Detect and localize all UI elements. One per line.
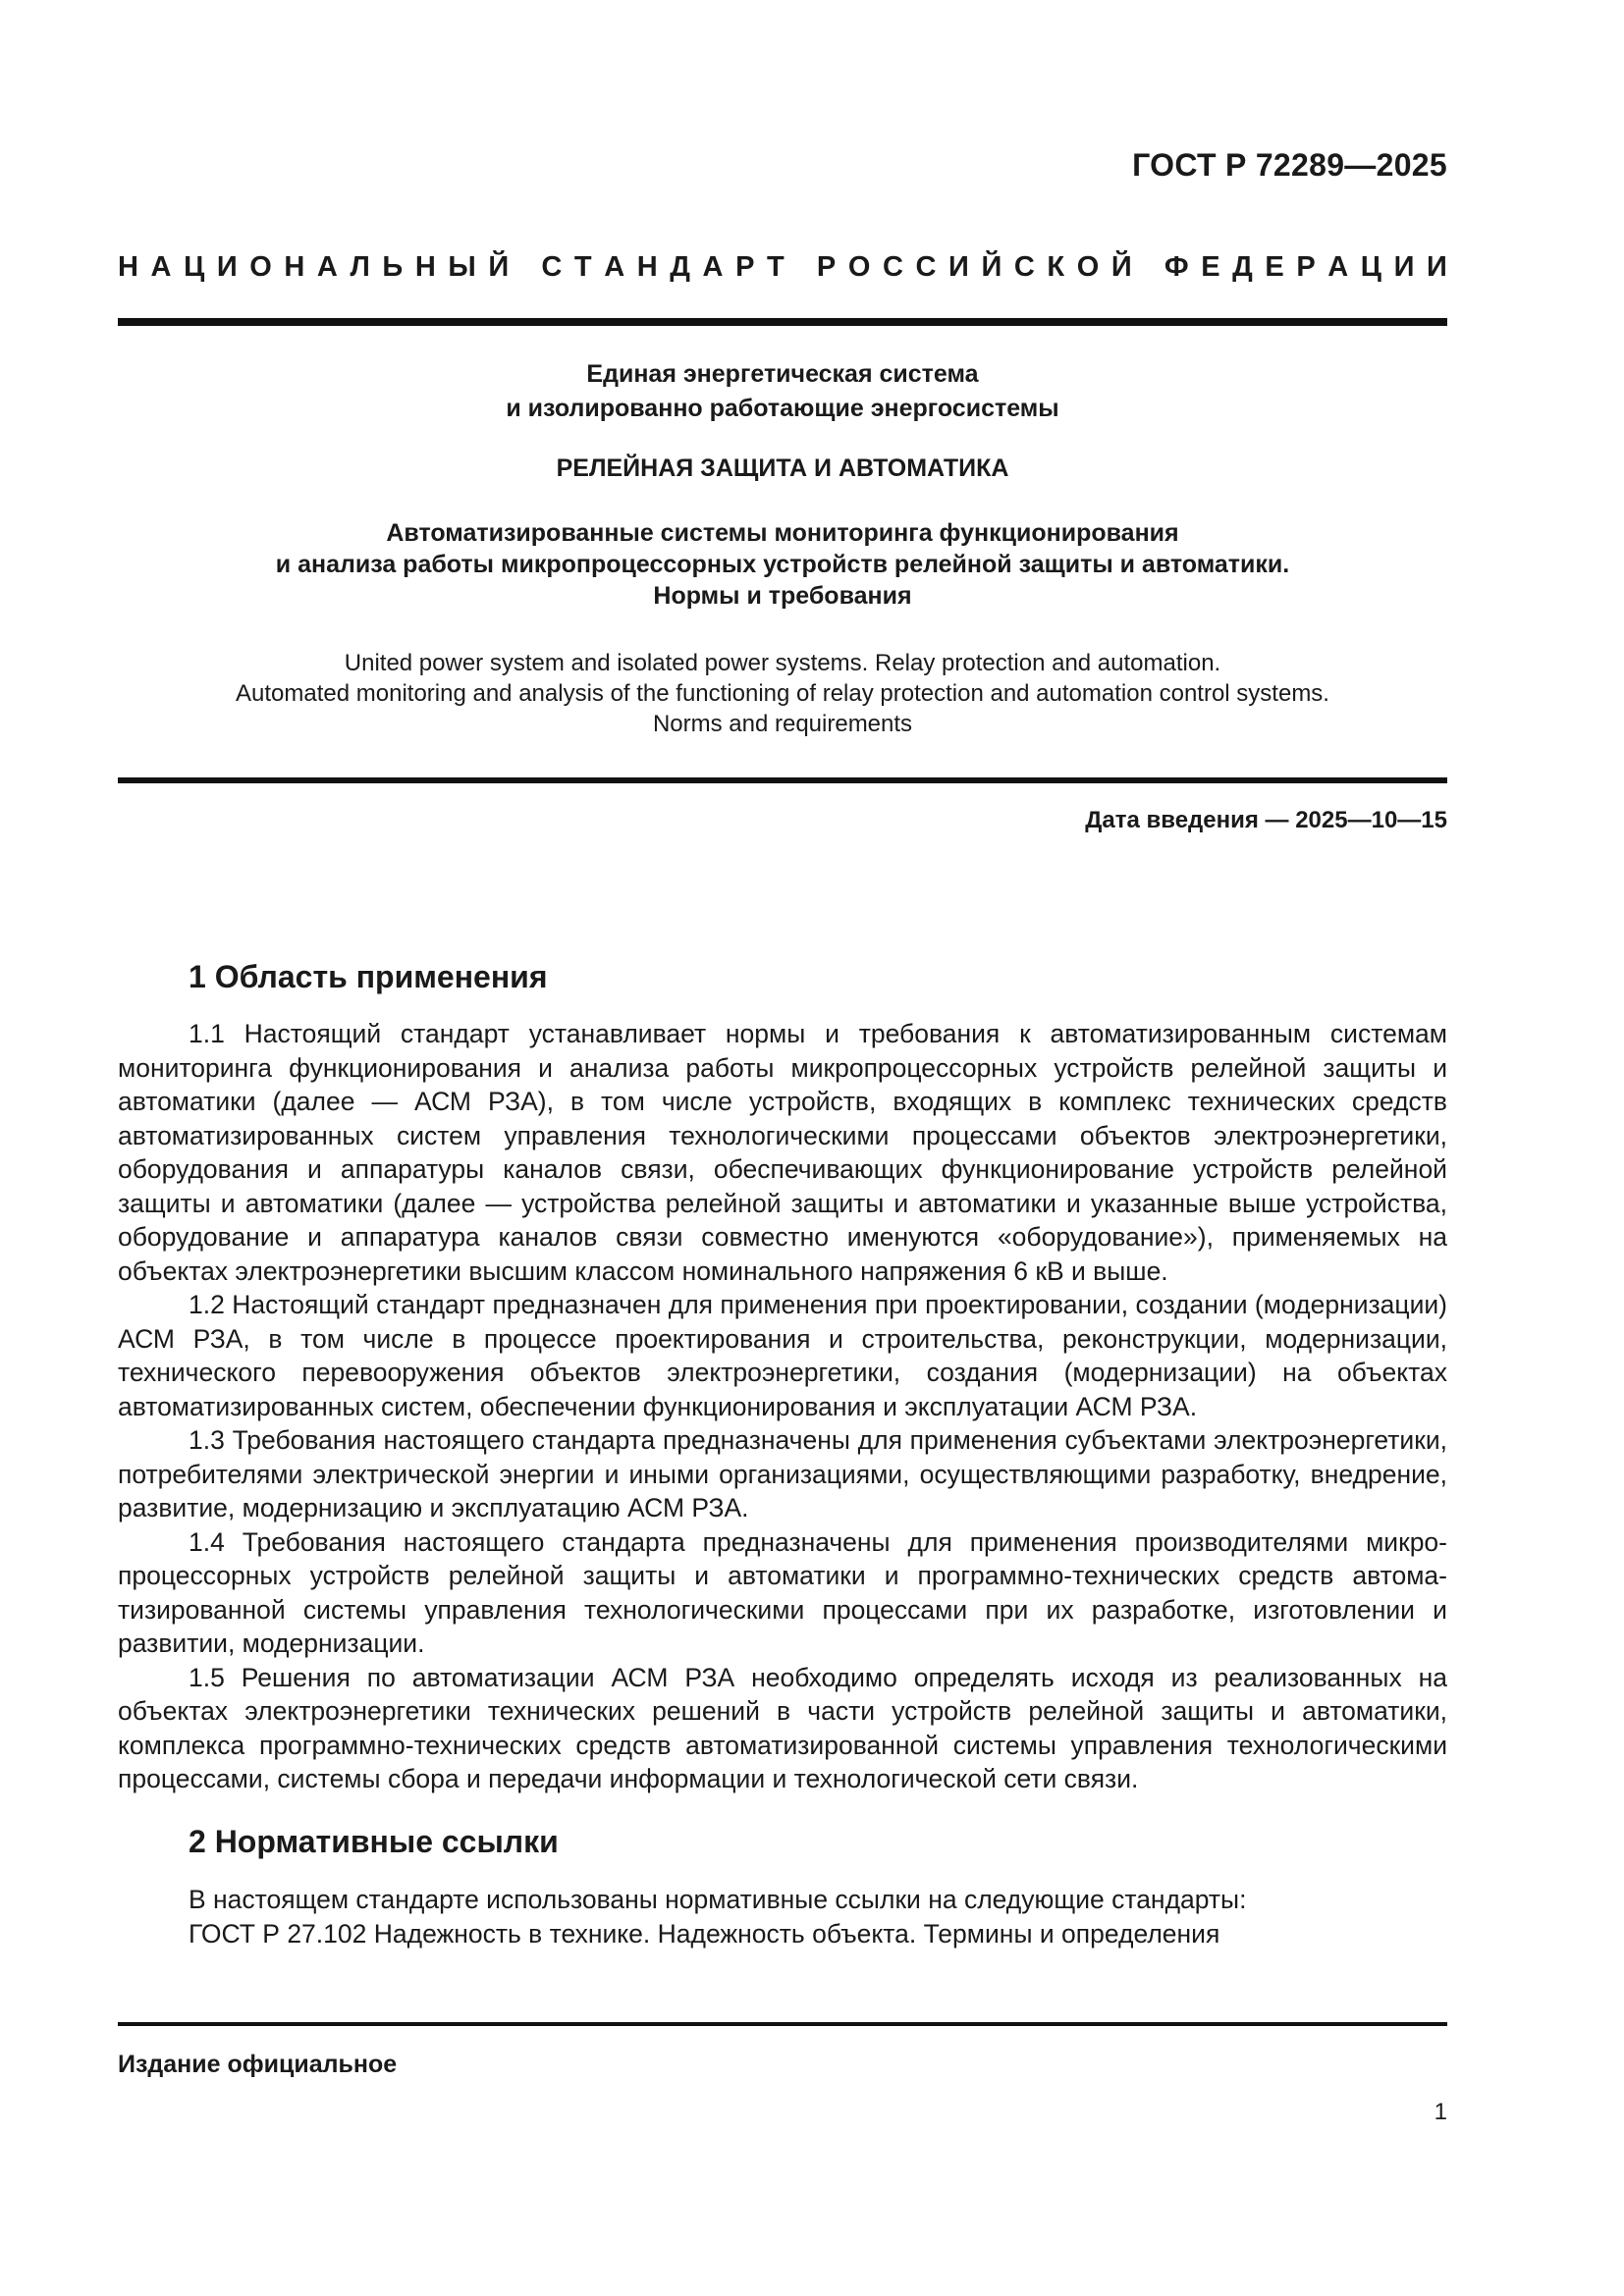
title-char: И bbox=[216, 251, 238, 283]
title-char bbox=[521, 251, 529, 284]
title-char: Й bbox=[1110, 251, 1132, 283]
national-standard-title bbox=[118, 251, 1447, 284]
header-rule bbox=[118, 318, 1447, 326]
section1-heading: 1 Область применения bbox=[189, 959, 548, 994]
english-title-line1: United power system and isolated power systems. Relay protection and automation. bbox=[344, 650, 1221, 676]
paragraph-1-4: 1.4 Требования настоящего стандарта предназначены для применения производителями микропроцессорных устройств релейной защиты и автоматики и программно-технических средств автоматизированной системы управления технологическими процессами при их разработке, изготовлении и развитии, модернизации. bbox=[118, 1526, 1447, 1658]
document-code: ГОСТ Р 72289—2025 bbox=[1132, 147, 1447, 183]
paragraph-1-2: 1.2 Настоящий стандарт предназначен для применения при проектировании, создании (модернизации) АСМ РЗА, в том числе в процессе проектирования и строительства, реконструкции, модернизации, технического перевооружения объектов электроэнергетики, создания (модернизации) на объектах автоматизированных систем, обеспечении функционирования и эксплуатации АСМ РЗА. bbox=[118, 1290, 1447, 1421]
title-char: С bbox=[1013, 251, 1035, 283]
section2-body bbox=[189, 1883, 1447, 1950]
title-char: Е bbox=[1201, 251, 1220, 283]
system-title-line1: Единая энергетическая система bbox=[586, 360, 979, 388]
title-char: Ы bbox=[448, 251, 476, 283]
paragraph-1-5: 1.5 Решения по автоматизации АСМ РЗА необходимо определять исходя из реализованных на объектах электроэнергетики технических решений в части устройств релейной защиты и автоматики, комплекса программно-технических средств автоматизированной системы управления технологическими процессами, системы сбора и передачи информации и технологической сети связи. bbox=[118, 1662, 1447, 1793]
subtitle-line1: Автоматизированные системы мониторинга функционирования bbox=[386, 519, 1179, 547]
english-title bbox=[118, 648, 1447, 739]
title-char: А bbox=[1327, 251, 1349, 283]
title-char: Н bbox=[118, 251, 138, 283]
title-char: О bbox=[847, 251, 871, 283]
title-char bbox=[796, 251, 804, 284]
title-char bbox=[1144, 251, 1152, 284]
title-rule bbox=[118, 777, 1447, 783]
title-char: Н bbox=[284, 251, 305, 283]
footer-rule bbox=[118, 2022, 1447, 2026]
title-char: А bbox=[604, 251, 625, 283]
subtitle-line2: и анализа работы микропроцессорных устройств релейной защиты и автоматики. bbox=[275, 551, 1290, 578]
title-char: Е bbox=[1265, 251, 1284, 283]
refs-intro: В настоящем стандарте использованы нормативные ссылки на следующие стандарты: bbox=[189, 1885, 1247, 1914]
paragraph-1-3: 1.3 Требования настоящего стандарта предназначены для применения субъектами электроэнергетики, потребителями электрической энергии и иными организациями, осуществляющими разработку, внедрение, развитие, модернизацию и эксплуатацию АСМ РЗА. bbox=[118, 1425, 1447, 1522]
title-char: Д bbox=[1232, 251, 1253, 283]
subject-title: РЕЛЕЙНАЯ ЗАЩИТА И АВТОМАТИКА bbox=[556, 454, 1009, 482]
page-number: 1 bbox=[1434, 2099, 1447, 2125]
title-char: А bbox=[150, 251, 172, 283]
title-char: Ь bbox=[382, 251, 404, 283]
title-char: Р bbox=[735, 251, 755, 283]
title-char: И bbox=[1426, 251, 1447, 283]
title-char: С bbox=[915, 251, 937, 283]
title-char: Ф bbox=[1164, 251, 1189, 283]
title-char: Л bbox=[350, 251, 370, 283]
title-char: С bbox=[541, 251, 563, 283]
title-char: И bbox=[948, 251, 969, 283]
subtitle-line3: Нормы и требования bbox=[653, 582, 912, 610]
system-title bbox=[118, 357, 1447, 426]
title-char: Й bbox=[981, 251, 1002, 283]
ref-item: ГОСТ Р 27.102 Надежность в технике. Надежность объекта. Термины и определения bbox=[189, 1918, 1220, 1949]
edition-label: Издание официальное bbox=[118, 2051, 398, 2078]
title-char: Т bbox=[573, 251, 592, 283]
paragraph-1-1: 1.1 Настоящий стандарт устанавливает нормы и требования к автоматизированным системам мониторинга функционирования и анализа работы микропроцессорных устройств релейной защиты и автоматики (далее — АСМ РЗА), в том числе устройств, входящих в комплекс технических средств автоматизированных систем управления технологическими процессами объектов электроэнергетики, оборудования и аппаратуры каналов связи, обеспечивающих функционирование устройств релейной защиты и автоматики (далее — устройства релейной защиты и автоматики и указанные выше устройства, оборудование и аппаратура каналов связи совместно именуются «оборудование»), применяемых на объектах электроэнергетики высшим классом номинального напряжения 6 кВ и выше. bbox=[118, 1019, 1447, 1286]
system-title-line2: и изолированно работающие энергосистемы bbox=[506, 395, 1059, 422]
section1-body bbox=[118, 1017, 1447, 1796]
title-char: Т bbox=[766, 251, 785, 283]
title-char: Н bbox=[636, 251, 658, 283]
title-char: Р bbox=[816, 251, 837, 283]
title-char: Н bbox=[414, 251, 436, 283]
title-char: Р bbox=[1296, 251, 1316, 283]
section2-heading: 2 Нормативные ссылки bbox=[189, 1824, 559, 1859]
title-char: А bbox=[702, 251, 724, 283]
english-title-line3: Norms and requirements bbox=[652, 711, 913, 737]
title-char: Й bbox=[488, 251, 510, 283]
title-char: Д bbox=[670, 251, 690, 283]
title-char: Ц bbox=[184, 251, 205, 283]
title-char: И bbox=[1393, 251, 1415, 283]
title-char: К bbox=[1047, 251, 1065, 283]
english-title-line2: Automated monitoring and analysis of the functioning of relay protection and automation control systems. bbox=[236, 680, 1329, 707]
title-char: С bbox=[882, 251, 903, 283]
title-char: А bbox=[316, 251, 338, 283]
intro-date: Дата введения — 2025—10—15 bbox=[1085, 807, 1447, 833]
title-char: Ц bbox=[1360, 251, 1381, 283]
document-subtitle bbox=[118, 517, 1447, 612]
title-char: О bbox=[249, 251, 272, 283]
title-char: О bbox=[1076, 251, 1100, 283]
